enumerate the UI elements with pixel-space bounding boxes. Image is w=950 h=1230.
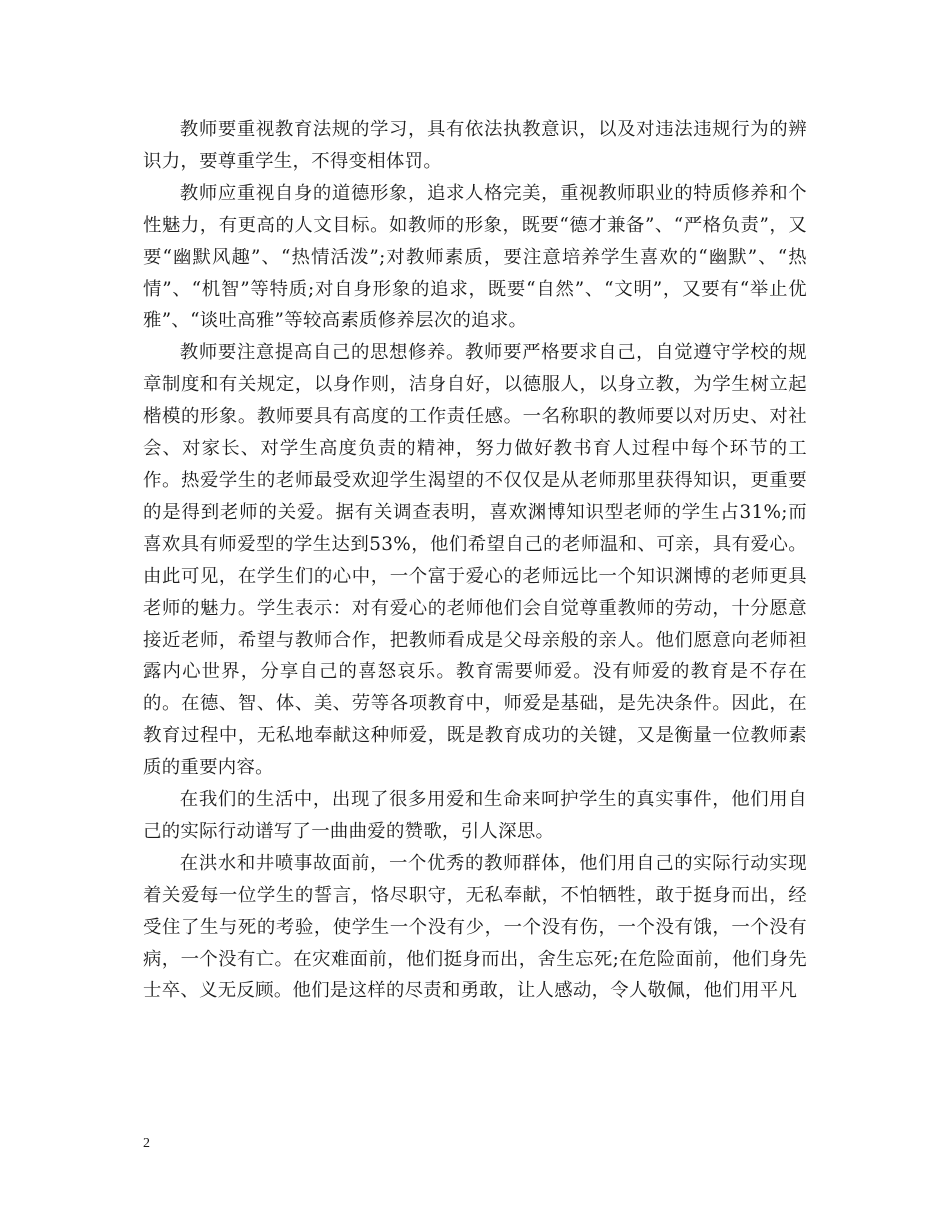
paragraph-1: 教师要重视教育法规的学习，具有依法执教意识，以及对违法违规行为的辨识力，要尊重学生，不得变相体罚。	[143, 119, 807, 172]
page-number: 2	[143, 1136, 150, 1151]
paragraph-4: 在我们的生活中，出现了很多用爱和生命来呵护学生的真实事件，他们用自己的实际行动谱写了一曲曲爱的赞歌，引人深思。	[143, 789, 807, 842]
paragraph-2: 教师应重视自身的道德形象，追求人格完美，重视教师职业的特质修养和个性魅力，有更高的人文目标。如教师的形象，既要“德才兼备”、“严格负责”，又要“幽默风趣”、“热情活泼”;对教师素质，要注意培养学生喜欢的“幽默”、“热情”、“机智”等特质;对自身形象的追求，既要“自然”、“文明”，又要有“举止优雅”、“谈吐高雅”等较高素质修养层次的追求。	[143, 182, 807, 332]
paragraph-5: 在洪水和井喷事故面前，一个优秀的教师群体，他们用自己的实际行动实现着关爱每一位学生的誓言，恪尽职守，无私奉献，不怕牺牲，敢于挺身而出，经受住了生与死的考验，使学生一个没有少，一个没有伤，一个没有饿，一个没有病，一个没有亡。在灾难面前，他们挺身而出，舍生忘死;在危险面前，他们身先士卒、义无反顾。他们是这样的尽责和勇敢，让人感动，令人敬佩，他们用平凡	[143, 852, 807, 1002]
document-body	[143, 114, 807, 1007]
paragraph-3: 教师要注意提高自己的思想修养。教师要严格要求自己，自觉遵守学校的规章制度和有关规定，以身作则，洁身自好，以德服人，以身立教，为学生树立起楷模的形象。教师要具有高度的工作责任感。一名称职的教师要以对历史、对社会、对家长、对学生高度负责的精神，努力做好教书育人过程中每个环节的工作。热爱学生的老师最受欢迎学生渴望的不仅仅是从老师那里获得知识，更重要的是得到老师的关爱。据有关调查表明，喜欢渊博知识型老师的学生占31%;而喜欢具有师爱型的学生达到53%，他们希望自己的老师温和、可亲，具有爱心。由此可见，在学生们的心中，一个富于爱心的老师远比一个知识渊博的老师更具老师的魅力。学生表示：对有爱心的老师他们会自觉尊重教师的劳动，十分愿意接近老师，希望与教师合作，把教师看成是父母亲般的亲人。他们愿意向老师袒露内心世界，分享自己的喜怒哀乐。教育需要师爱。没有师爱的教育是不存在的。在德、智、体、美、劳等各项教育中，师爱是基础，是先决条件。因此，在教育过程中，无私地奉献这种师爱，既是教育成功的关键，又是衡量一位教师素质的重要内容。	[143, 342, 807, 779]
